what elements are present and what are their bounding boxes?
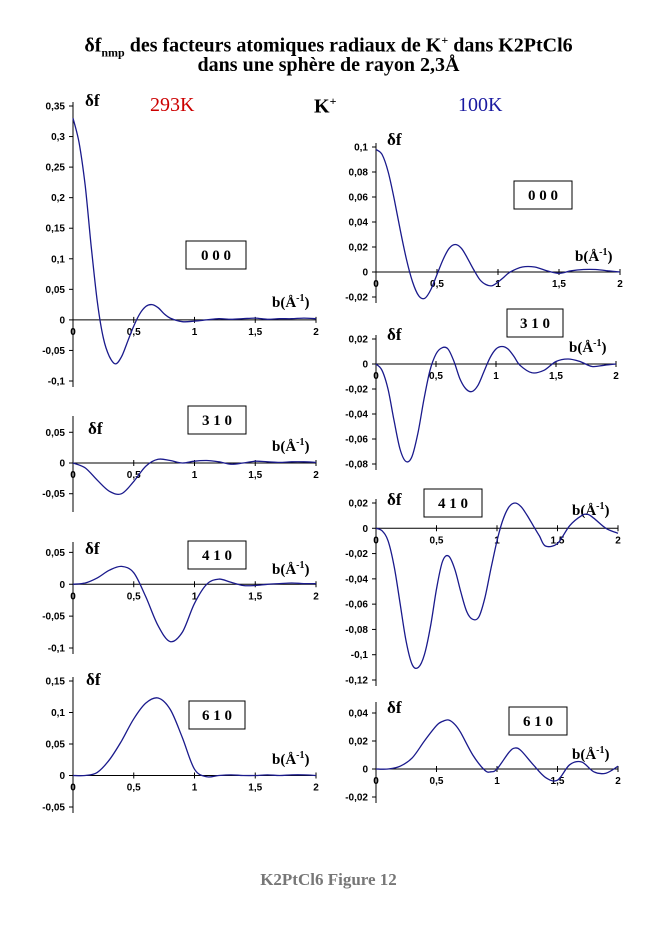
x-tick-label: 0 [373, 279, 379, 290]
reflection-label: 4 1 0 [438, 496, 468, 512]
x-tick-label: 0 [373, 535, 379, 547]
y-tick-label: 0,25 [45, 162, 65, 174]
y-tick-label: 0,02 [348, 736, 368, 748]
temperature-left-label: 293K [150, 94, 195, 116]
y-tick-label: 0,05 [45, 427, 65, 439]
y-tick-label: 0 [59, 579, 65, 591]
reflection-label: 6 1 0 [202, 708, 232, 724]
y-tick-label: 0,3 [51, 132, 65, 144]
y-tick-label: 0,1 [51, 254, 65, 266]
x-tick-label: 0,5 [126, 326, 141, 338]
x-axis-label-close: ) [604, 503, 610, 519]
title-delta: δf [84, 34, 102, 57]
x-axis-label-close: ) [304, 295, 310, 311]
x-axis-label-main: b(Å [272, 439, 297, 455]
x-tick-label: 1 [191, 470, 198, 481]
y-tick-label: 0 [362, 523, 368, 535]
y-axis-label: δf [387, 325, 402, 344]
x-axis-label [272, 293, 310, 311]
x-axis-label-main: b(Å [572, 503, 597, 519]
y-tick-label: -0,05 [42, 489, 65, 501]
chart-panel-1 [42, 406, 319, 512]
x-tick-label: 1,5 [550, 776, 565, 787]
x-tick-label: 0,5 [126, 591, 141, 603]
x-axis-label-main: b(Å [272, 562, 297, 578]
y-tick-label: 0 [59, 771, 65, 782]
x-tick-label: 2 [615, 776, 621, 787]
title-text: des facteurs atomiques radiaux de K [124, 34, 442, 57]
x-axis-label [569, 338, 607, 356]
reflection-label: 0 0 0 [528, 188, 558, 204]
y-tick-label: 0,02 [348, 498, 368, 510]
x-tick-label: 1 [191, 782, 198, 794]
title-tail: dans K2PtCl6 [448, 34, 573, 57]
x-tick-label: 2 [313, 470, 319, 481]
y-tick-label: -0,12 [345, 675, 368, 687]
chart-panel-4 [345, 130, 623, 304]
y-tick-label: 0,15 [45, 223, 65, 235]
x-tick-label: 1 [494, 776, 500, 787]
y-tick-label: 0,08 [348, 167, 368, 179]
y-tick-label: 0 [362, 267, 368, 279]
y-tick-label: 0,35 [45, 101, 65, 113]
chart-panel-3 [42, 670, 319, 814]
y-tick-label: 0 [362, 359, 368, 371]
y-axis-label: δf [387, 490, 402, 509]
x-tick-label: 2 [313, 591, 319, 603]
x-axis-label-close: ) [604, 747, 610, 763]
y-tick-label: -0,08 [345, 459, 368, 471]
x-tick-label: 0 [70, 470, 76, 481]
x-tick-label: 0,5 [429, 776, 444, 787]
y-tick-label: -0,02 [345, 384, 368, 396]
y-tick-label: -0,04 [345, 409, 368, 421]
y-axis-label: δf [387, 130, 402, 149]
y-tick-label: -0,06 [345, 599, 368, 611]
x-axis-label-close: ) [607, 249, 613, 265]
x-axis-label [272, 560, 310, 578]
y-tick-label: 0,05 [45, 547, 65, 559]
y-tick-label: -0,1 [47, 643, 65, 655]
reflection-label: 3 1 0 [520, 316, 550, 332]
series-line [376, 150, 620, 299]
x-axis-label-close: ) [601, 340, 607, 356]
x-tick-label: 1 [495, 279, 501, 290]
y-tick-label: -0,04 [345, 574, 368, 586]
x-tick-label: 0,5 [126, 782, 141, 794]
chart-panel-5 [345, 309, 619, 471]
y-axis-label: δf [85, 539, 100, 558]
y-tick-label: -0,02 [345, 792, 368, 804]
y-tick-label: -0,02 [345, 549, 368, 561]
y-tick-label: 0,04 [348, 217, 368, 229]
x-axis-label-exponent: -1 [296, 750, 305, 761]
x-tick-label: 0,5 [429, 371, 443, 382]
reflection-label: 3 1 0 [202, 413, 232, 429]
x-tick-label: 1 [494, 535, 500, 547]
y-tick-label: 0,05 [45, 739, 65, 751]
y-tick-label: 0,15 [45, 676, 65, 688]
x-axis-label-close: ) [304, 752, 310, 768]
x-axis-label-exponent: -1 [599, 247, 608, 258]
x-tick-label: 1,5 [248, 591, 263, 603]
x-axis-label-exponent: -1 [296, 293, 305, 304]
x-tick-label: 0,5 [429, 535, 444, 547]
x-tick-label: 2 [313, 782, 319, 794]
reflection-label: 6 1 0 [523, 714, 553, 730]
y-tick-label: -0,1 [47, 376, 65, 388]
chart-panel-7 [345, 698, 621, 804]
ion-charge: + [329, 94, 337, 108]
x-tick-label: 0 [70, 782, 76, 794]
x-axis-label-exponent: -1 [596, 745, 605, 756]
x-axis-label [572, 745, 610, 763]
x-axis-label [575, 247, 613, 265]
x-axis-label-main: b(Å [569, 340, 594, 356]
x-tick-label: 1,5 [248, 782, 263, 794]
x-tick-label: 0 [70, 326, 76, 338]
y-tick-label: 0,1 [354, 142, 368, 154]
x-axis-label-close: ) [304, 562, 310, 578]
y-tick-label: 0,02 [348, 334, 368, 346]
y-tick-label: -0,05 [42, 611, 65, 623]
x-tick-label: 0,5 [126, 470, 141, 481]
temperature-right-label: 100K [458, 94, 503, 116]
y-tick-label: 0,2 [51, 193, 65, 205]
x-tick-label: 0 [373, 776, 379, 787]
title-superscript: + [441, 33, 449, 47]
y-tick-label: 0 [362, 764, 368, 776]
x-tick-label: 2 [615, 535, 621, 547]
y-tick-label: 0 [59, 315, 65, 327]
y-tick-label: 0,1 [51, 708, 65, 719]
y-tick-label: -0,1 [350, 650, 368, 662]
x-axis-label [272, 437, 310, 455]
y-tick-label: 0,02 [348, 242, 368, 254]
x-tick-label: 1,5 [248, 470, 263, 481]
x-tick-label: 1,5 [248, 326, 263, 338]
x-tick-label: 1,5 [549, 371, 563, 382]
reflection-label: 4 1 0 [202, 548, 232, 564]
y-tick-label: -0,05 [42, 345, 65, 357]
x-axis-label-main: b(Å [575, 249, 600, 265]
x-axis-label-exponent: -1 [596, 501, 605, 512]
x-tick-label: 1,5 [552, 279, 566, 290]
y-tick-label: -0,06 [345, 434, 368, 446]
x-tick-label: 0,5 [430, 279, 444, 290]
y-axis-label: δf [86, 670, 101, 689]
y-axis-label: δf [85, 91, 100, 110]
y-axis-label: δf [387, 698, 402, 717]
y-axis-label: δf [88, 419, 103, 438]
y-tick-label: 0 [59, 458, 65, 470]
x-tick-label: 1,5 [550, 535, 565, 547]
y-tick-label: 0,05 [45, 284, 65, 296]
x-tick-label: 0 [373, 371, 379, 382]
x-axis-label-exponent: -1 [593, 338, 602, 349]
x-tick-label: 0 [70, 591, 76, 603]
figure-caption: K2PtCl6 Figure 12 [260, 870, 397, 889]
x-axis-label [272, 750, 310, 768]
x-tick-label: 2 [613, 371, 619, 382]
chart-panel-0 [42, 91, 319, 388]
x-tick-label: 1 [191, 591, 198, 603]
x-axis-label-main: b(Å [272, 295, 297, 311]
x-axis-label-main: b(Å [272, 752, 297, 768]
figure-title-line2: dans une sphère de rayon 2,3Å [197, 54, 460, 76]
y-tick-label: -0,08 [345, 624, 368, 636]
ion-symbol: K [314, 95, 330, 118]
title-subscript: nmp [101, 45, 125, 60]
x-tick-label: 2 [313, 326, 319, 338]
x-tick-label: 2 [617, 279, 623, 290]
x-axis-label-exponent: -1 [296, 560, 305, 571]
chart-panel-2 [42, 539, 319, 655]
chart-panel-6 [345, 489, 621, 687]
y-tick-label: 0,04 [348, 708, 368, 720]
y-tick-label: -0,05 [42, 802, 65, 814]
x-axis-label-close: ) [304, 439, 310, 455]
x-tick-label: 1 [191, 326, 198, 338]
x-axis-label-main: b(Å [572, 747, 597, 763]
x-axis-label-exponent: -1 [296, 437, 305, 448]
reflection-label: 0 0 0 [201, 248, 231, 264]
y-tick-label: 0,06 [348, 192, 368, 204]
y-tick-label: -0,02 [345, 292, 368, 304]
x-tick-label: 1 [493, 371, 499, 382]
